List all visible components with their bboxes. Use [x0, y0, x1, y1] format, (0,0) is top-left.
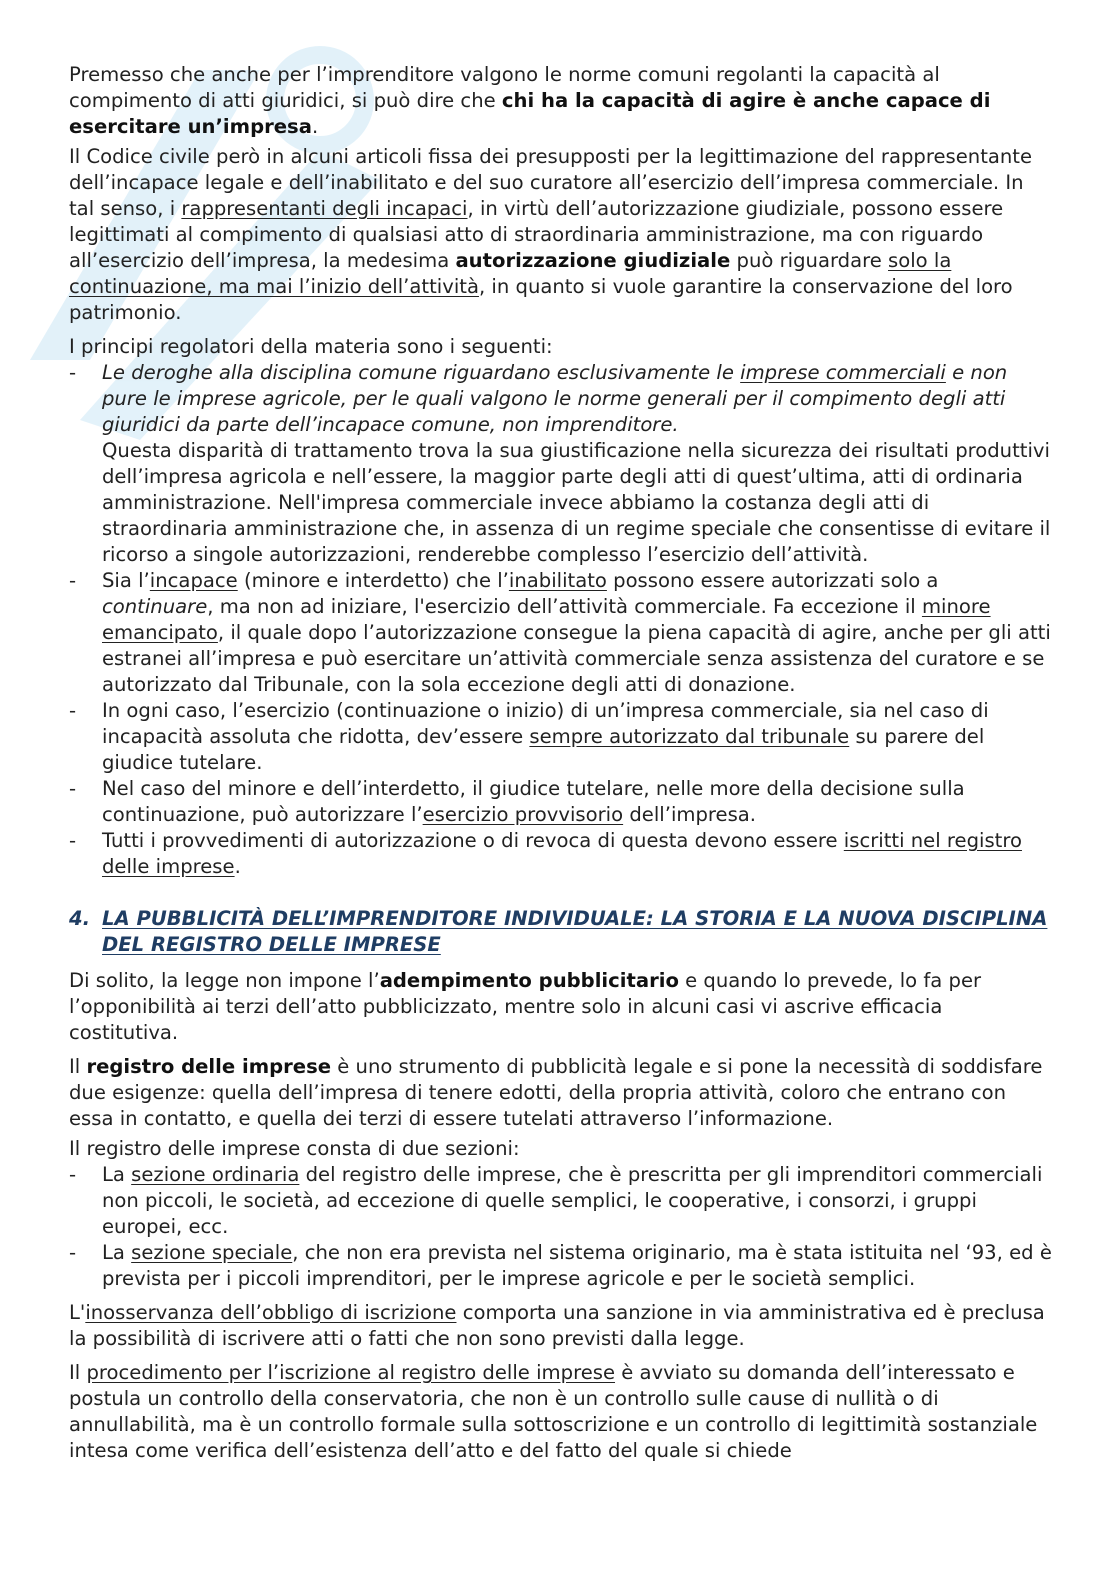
paragraph-procedimento: Il procedimento per l’iscrizione al registro delle imprese è avviato su domanda dell’interessato e postula un controllo della conservatoria, che non è un controllo sulle cause di nullità o di annullabilità, ma è un controllo formale sulla sottoscrizione e un controllo di legittimità sostanziale intesa come verifica dell’esistenza dell’atto e del fatto del quale si chiede [69, 1361, 1038, 1462]
underlined-phrase: minore emancipato [102, 595, 991, 644]
underlined-phrase: inosservanza dell’obbligo di iscrizione [85, 1301, 457, 1324]
bold-phrase: autorizzazione giudiziale [455, 249, 731, 272]
section-heading [69, 906, 1054, 958]
list-item: - La sezione speciale, che non era prevista nel sistema originario, ma è stata istituita nel ‘93, ed è prevista per i piccoli imprenditori, per le imprese agricole e per le società semplici. [69, 1240, 1054, 1292]
list-item: - La sezione ordinaria del registro delle imprese, che è prescritta per gli imprenditori commerciali non piccoli, le società, ad eccezione di quelle semplici, le cooperative, i consorzi, i gruppi europei, ecc. [69, 1162, 1054, 1240]
paragraph-inosservanza: L'inosservanza dell’obbligo di iscrizione comporta una sanzione in via amministrativa ed è preclusa la possibilità di iscrivere atti o fatti che non sono previsti dalla legge. [69, 1301, 1045, 1350]
underlined-phrase: iscritti nel registro delle imprese [102, 829, 1022, 878]
paragraph-codice-civile: Il Codice civile però in alcuni articoli fissa dei presupposti per la legittimazione del rappresentante dell’incapace legale e dell’inabilitato e del suo curatore all’esercizio dell’impresa commerciale. In tal senso, i rappresentanti degli incapaci, in virtù dell’autorizzazione giudiziale, possono essere legittimati al compimento di qualsiasi atto di straordinaria amministrazione, ma con riguardo all’esercizio dell’impresa, la medesima autorizzazione giudiziale può riguardare solo la continuazione, ma mai l’inizio dell’attività, in quanto si vuole garantire la conservazione del loro patrimonio. [69, 145, 1033, 324]
paragraph-principles-intro: I principi regolatori della materia sono i seguenti: [69, 335, 553, 358]
list-item: - Le deroghe alla disciplina comune riguardano esclusivamente le imprese commerciali e non pure le imprese agricole, per le quali valgono le norme generali per il compimento degli atti giuridici da parte dell’incapace comune, non imprenditore. Questa disparità di trattamento trova la sua giustificazione nella sicurezza dei risultati produttivi dell’impresa agricola e nell’essere, la maggior parte degli atti di quest’ultima, atti di ordinaria amministrazione. Nell'impresa commerciale invece abbiamo la costanza degli atti di straordinaria amministrazione che, in assenza di un regime speciale che consentisse di evitare il ricorso a singole autorizzazioni, renderebbe complesso l’esercizio dell’attività. [69, 360, 1054, 568]
underlined-phrase: procedimento per l’iscrizione al registro delle imprese [86, 1361, 616, 1384]
underlined-phrase: sezione ordinaria [131, 1163, 300, 1186]
underlined-phrase: imprese commerciali [740, 361, 946, 384]
list-item: - In ogni caso, l’esercizio (continuazione o inizio) di un’impresa commerciale, sia nel caso di incapacità assoluta che ridotta, dev’essere sempre autorizzato dal tribunale su parere del giudice tutelare. [69, 698, 1054, 776]
underlined-phrase: inabilitato [508, 569, 607, 592]
paragraph-registro: Il registro delle imprese è uno strumento di pubblicità legale e si pone la necessità di soddisfare due esigenze: quella dell’impresa di tenere edotti, della propria attività, coloro che entrano con essa in contatto, e quella dei terzi di essere tutelati attraverso l’informazione. [69, 1055, 1043, 1130]
list-item: - Tutti i provvedimenti di autorizzazione o di revoca di questa devono essere iscritti nel registro delle imprese. [69, 828, 1054, 880]
bold-phrase: adempimento pubblicitario [379, 969, 679, 992]
document-page [69, 62, 1054, 1464]
list-item: - Sia l’incapace (minore e interdetto) che l’inabilitato possono essere autorizzati solo a continuare, ma non ad iniziare, l'esercizio dell’attività commerciale. Fa eccezione il minore emancipato, il quale dopo l’autorizzazione consegue la piena capacità di agire, anche per gli atti estranei all’impresa e può esercitare un’attività commerciale senza assistenza del curatore e se autorizzato dal Tribunale, con la sola eccezione degli atti di donazione. [69, 568, 1054, 698]
underlined-phrase: esercizio provvisorio [422, 803, 624, 826]
section-number: 4. [69, 907, 91, 930]
principles-list [69, 360, 1054, 880]
paragraph-adempimento: Di solito, la legge non impone l’adempimento pubblicitario e quando lo prevede, lo fa per l’opponibilità ai terzi dell’atto pubblicizzato, mentre solo in alcuni casi vi ascrive efficacia costitutiva. [69, 969, 982, 1044]
list-item: - Nel caso del minore e dell’interdetto, il giudice tutelare, nelle more della decisione sulla continuazione, può autorizzare l’esercizio provvisorio dell’impresa. [69, 776, 1054, 828]
bold-phrase: chi ha la capacità di agire è anche capace di esercitare un’impresa [69, 89, 991, 138]
bold-phrase: registro delle imprese [86, 1055, 332, 1078]
underlined-phrase: solo la continuazione, ma mai l’inizio dell’attività [69, 249, 952, 298]
section-title: LA PUBBLICITÀ DELL’IMPRENDITORE INDIVIDUALE: LA STORIA E LA NUOVA DISCIPLINA DEL REGISTRO DELLE IMPRESE [102, 907, 1048, 956]
underlined-phrase: sezione speciale [131, 1241, 293, 1264]
underlined-phrase: rappresentanti degli incapaci [181, 197, 468, 220]
sections-list [69, 1162, 1054, 1292]
paragraph-intro: Premesso che anche per l’imprenditore valgono le norme comuni regolanti la capacità al compimento di atti giuridici, si può dire che chi ha la capacità di agire è anche capace di esercitare un’impresa. [69, 63, 991, 138]
underlined-phrase: sempre autorizzato dal tribunale [529, 725, 850, 748]
underlined-phrase: incapace [149, 569, 238, 592]
paragraph-sezioni-intro: Il registro delle imprese consta di due sezioni: [69, 1137, 520, 1160]
